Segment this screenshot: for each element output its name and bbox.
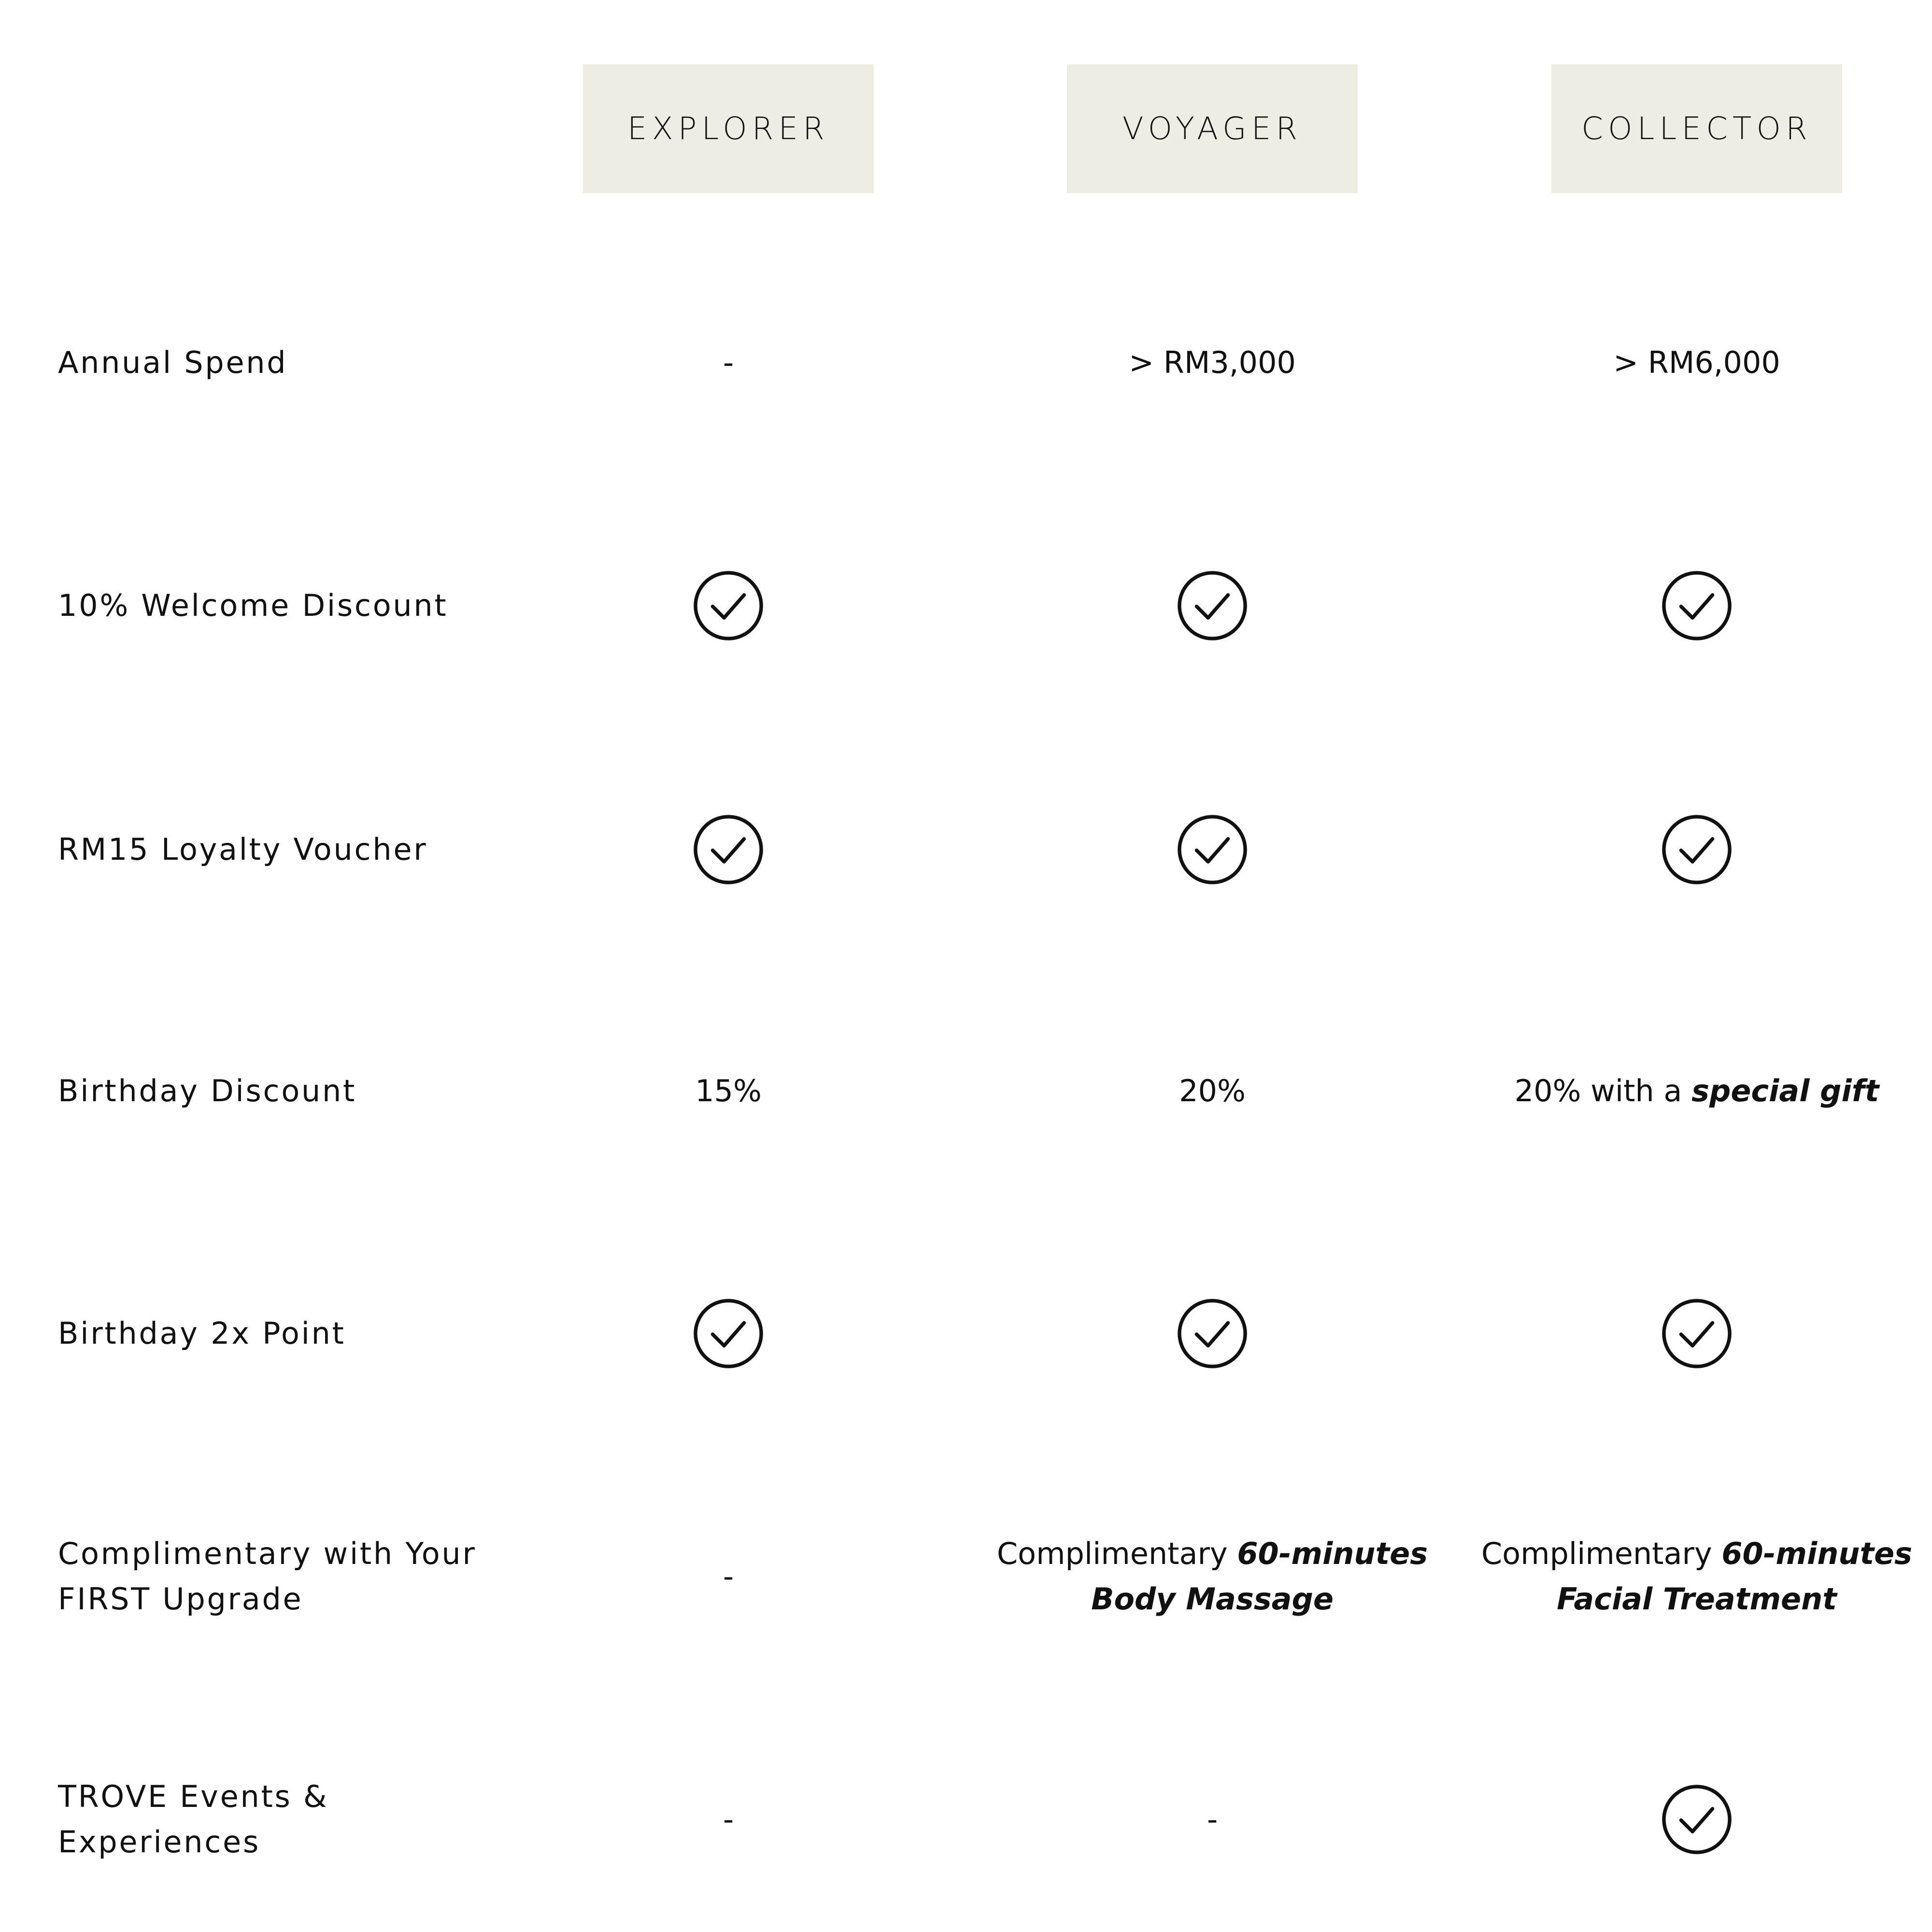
cell-explorer [497, 1797, 960, 1842]
cell-text: - [723, 1802, 734, 1837]
cell-text: 15% [695, 1073, 762, 1108]
cell-collector [1465, 340, 1929, 385]
check-circle-icon [1661, 1784, 1733, 1855]
cell-text: > RM6,000 [1613, 345, 1780, 380]
cell-line [497, 1068, 960, 1114]
cell-line [497, 1797, 960, 1842]
cell-collector [1465, 1531, 1929, 1622]
row-label-line: 10% Welcome Discount [58, 588, 448, 623]
check-circle-icon [1177, 814, 1248, 885]
row-label-line: TROVE Events & [58, 1779, 329, 1814]
cell-text: - [723, 345, 734, 380]
cell-text: - [1207, 1802, 1218, 1837]
cell-collector [1465, 1068, 1929, 1114]
cell-explorer [497, 570, 960, 641]
table-row [0, 290, 1932, 435]
row-label-line: Complimentary with Your [58, 1536, 477, 1571]
cell-voyager [980, 814, 1444, 885]
row-label [58, 340, 493, 385]
cell-collector [1465, 1298, 1929, 1369]
check-circle-icon [693, 814, 764, 885]
row-label-line: Birthday 2x Point [58, 1316, 346, 1351]
cell-line [1465, 340, 1929, 385]
table-row [0, 1747, 1932, 1892]
cell-explorer [497, 1554, 960, 1599]
row-label-line: Experiences [58, 1824, 260, 1860]
cell-collector [1465, 814, 1929, 885]
cell-voyager [980, 570, 1444, 641]
check-circle-icon [693, 1298, 764, 1369]
row-label-line: Annual Spend [58, 345, 288, 380]
cell-voyager [980, 340, 1444, 385]
cell-collector [1465, 1784, 1929, 1855]
cell-explorer [497, 814, 960, 885]
cell-line [980, 1577, 1444, 1622]
cell-explorer [497, 1298, 960, 1369]
cell-line [980, 340, 1444, 385]
row-label [58, 1068, 493, 1114]
emphasis-text: special gift [1691, 1073, 1879, 1108]
row-label [58, 1774, 493, 1865]
cell-line [497, 340, 960, 385]
cell-text: 20% with a [1514, 1073, 1692, 1108]
check-circle-icon [693, 570, 764, 641]
cell-line [980, 1068, 1444, 1114]
row-label [58, 1531, 493, 1622]
row-label [58, 583, 493, 628]
table-row [0, 1261, 1932, 1406]
emphasis-text: 60-minutes [1721, 1536, 1913, 1571]
cell-line [980, 1797, 1444, 1842]
row-label-line: RM15 Loyalty Voucher [58, 832, 428, 867]
cell-explorer [497, 340, 960, 385]
cell-explorer [497, 1068, 960, 1114]
cell-line [1465, 1068, 1929, 1114]
cell-line [1465, 1577, 1929, 1622]
tier-header-collector: COLLECTOR [1551, 64, 1842, 193]
tier-header-explorer: EXPLORER [583, 64, 874, 193]
check-circle-icon [1661, 814, 1733, 885]
cell-text: - [723, 1559, 734, 1594]
cell-voyager [980, 1797, 1444, 1842]
tier-header-voyager: VOYAGER [1067, 64, 1358, 193]
check-circle-icon [1177, 570, 1248, 641]
cell-collector [1465, 570, 1929, 641]
cell-line [1465, 1531, 1929, 1577]
cell-line [980, 1531, 1444, 1577]
row-label [58, 1311, 493, 1356]
cell-voyager [980, 1068, 1444, 1114]
emphasis-text: Body Massage [1091, 1581, 1334, 1617]
cell-text: Complimentary [1481, 1536, 1722, 1571]
check-circle-icon [1661, 1298, 1733, 1369]
table-row [0, 533, 1932, 678]
check-circle-icon [1661, 570, 1733, 641]
cell-voyager [980, 1531, 1444, 1622]
table-row [0, 1504, 1932, 1649]
cell-text: Complimentary [996, 1536, 1237, 1571]
row-label [58, 827, 493, 872]
cell-text: > RM3,000 [1129, 345, 1296, 380]
cell-voyager [980, 1298, 1444, 1369]
cell-text: 20% [1179, 1073, 1246, 1108]
table-row [0, 1019, 1932, 1164]
row-label-line: FIRST Upgrade [58, 1581, 303, 1617]
cell-line [497, 1554, 960, 1599]
table-row [0, 777, 1932, 922]
emphasis-text: Facial Treatment [1557, 1581, 1837, 1617]
row-label-line: Birthday Discount [58, 1073, 357, 1108]
emphasis-text: 60-minutes [1237, 1536, 1428, 1571]
check-circle-icon [1177, 1298, 1248, 1369]
